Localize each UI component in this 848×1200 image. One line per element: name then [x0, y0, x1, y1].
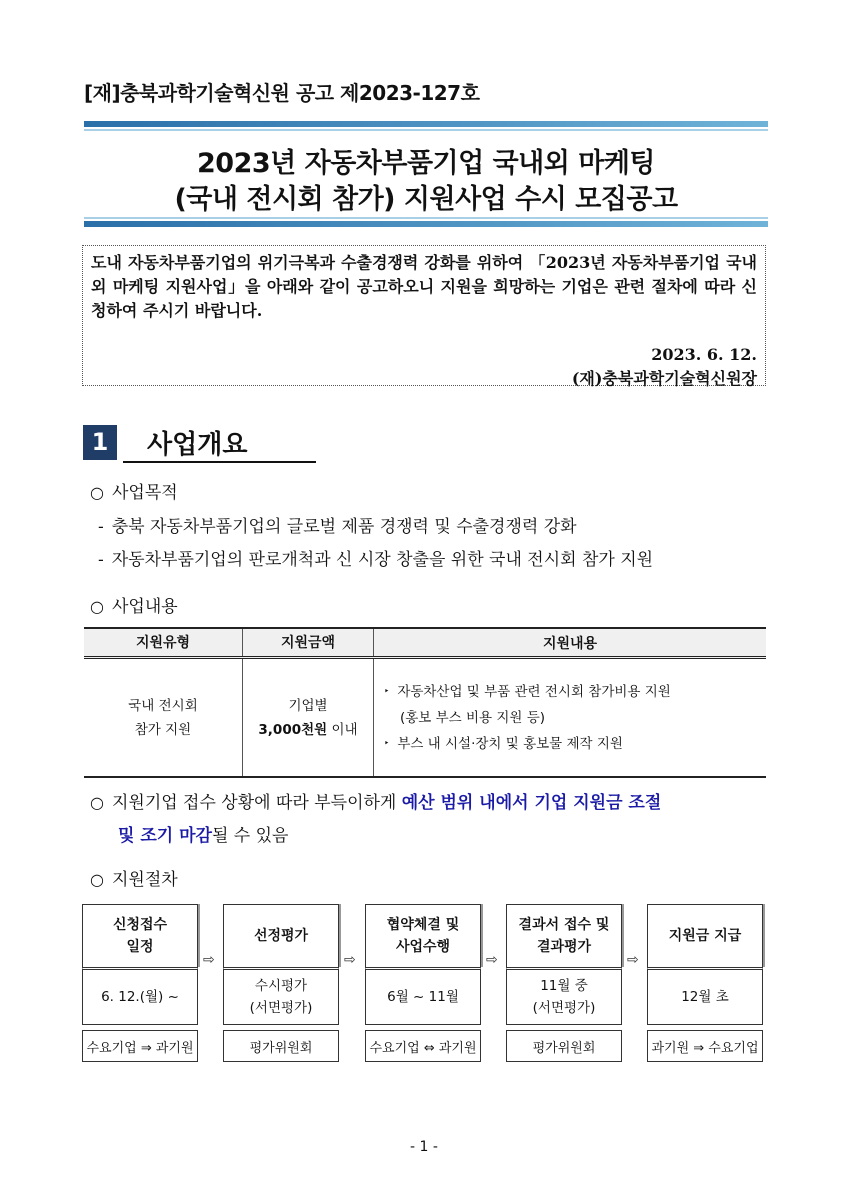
triangle-bullet-icon: ‣ — [384, 738, 390, 749]
step-schedule: 11월 중 (서면평가) — [506, 967, 622, 1025]
intro-date: 2023. 6. 12. — [651, 345, 757, 364]
table-header-detail: 지원내용 — [374, 628, 767, 658]
step-schedule: 12월 초 — [647, 967, 763, 1025]
table-header-type: 지원유형 — [84, 628, 243, 658]
step-schedule: 6월 ~ 11월 — [365, 967, 481, 1025]
flow-arrow-icon: ⇨ — [627, 952, 639, 968]
circle-bullet-icon: ○ — [90, 870, 104, 889]
section-underline — [123, 461, 316, 463]
step-title: 협약체결 및 사업수행 — [365, 904, 481, 967]
title-top-bar — [84, 121, 768, 127]
purpose-item-2: - 자동차부품기업의 판로개척과 신 시장 창출을 위한 국내 전시회 참가 지원 — [98, 550, 654, 570]
step-schedule: 6. 12.(월) ~ — [82, 967, 198, 1025]
flow-arrow-icon: ⇨ — [203, 952, 215, 968]
step-title: 선정평가 — [223, 904, 339, 967]
step-party: 수요기업 ⇔ 과기원 — [365, 1030, 481, 1062]
step-title: 지원금 지급 — [647, 904, 763, 967]
title-top-thin-bar — [84, 129, 768, 131]
notice-highlight: 예산 범위 내에서 기업 지원금 조절 — [401, 793, 662, 813]
step-title: 결과서 접수 및 결과평가 — [506, 904, 622, 967]
cell-support-amount: 기업별 3,000천원 이내 — [243, 658, 374, 778]
circle-bullet-icon: ○ — [90, 597, 104, 616]
budget-notice: ○ 지원기업 접수 상황에 따라 부득이하게 예산 범위 내에서 기업 지원금 조절 및 조기 마감될 수 있음 — [90, 793, 662, 846]
intro-signatory: (재)충북과학기술혁신원장 — [571, 369, 757, 388]
flow-arrow-icon: ⇨ — [486, 952, 498, 968]
page-number: - 1 - — [410, 1139, 438, 1155]
support-table — [84, 627, 766, 778]
purpose-heading: ○ 사업목적 — [90, 483, 178, 503]
procedure-heading: ○ 지원절차 — [90, 870, 178, 890]
notice-highlight: 및 조기 마감 — [118, 826, 212, 846]
title-bottom-bar — [84, 221, 768, 227]
step-party: 평가위원회 — [223, 1030, 339, 1062]
step-title: 신청접수 일정 — [82, 904, 198, 967]
table-header-row — [84, 628, 766, 658]
section-number: 1 — [83, 425, 117, 460]
triangle-bullet-icon: ‣ — [384, 686, 390, 697]
step-party: 과기원 ⇒ 수요기업 — [647, 1030, 763, 1062]
step-party: 수요기업 ⇒ 과기원 — [82, 1030, 198, 1062]
circle-bullet-icon: ○ — [90, 793, 104, 812]
content-heading: ○ 사업내용 — [90, 597, 178, 617]
flow-arrow-icon: ⇨ — [344, 952, 356, 968]
step-party: 평가위원회 — [506, 1030, 622, 1062]
dash-bullet-icon: - — [98, 550, 104, 570]
title-bottom-thin-bar — [84, 217, 768, 219]
cell-support-detail: ‣ 자동차산업 및 부품 관련 전시회 참가비용 지원 (홍보 부스 비용 지원 등) ‣ 부스 내 시설·장치 및 홍보물 제작 지원 — [374, 658, 767, 778]
purpose-item-1: - 충북 자동차부품기업의 글로벌 제품 경쟁력 및 수출경쟁력 강화 — [98, 517, 577, 537]
table-header-amount: 지원금액 — [243, 628, 374, 658]
cell-support-type: 국내 전시회 참가 지원 — [84, 658, 243, 778]
dash-bullet-icon: - — [98, 517, 104, 537]
step-schedule: 수시평가 (서면평가) — [223, 967, 339, 1025]
notice-number: [재]충북과학기술혁신원 공고 제2023-127호 — [84, 81, 480, 105]
section-title: 사업개요 — [147, 430, 248, 460]
table-row — [84, 658, 766, 778]
circle-bullet-icon: ○ — [90, 483, 104, 502]
intro-text: 도내 자동차부품기업의 위기극복과 수출경쟁력 강화를 위하여 「2023년 자동차부품기업 국내외 마케팅 지원사업」을 아래와 같이 공고하오니 지원을 희망하는 기업은 관련 절차에 따라 신청하여 주시기 바랍니다. — [91, 253, 757, 320]
intro-box — [82, 245, 766, 386]
document-title-line1: 2023년 자동차부품기업 국내외 마케팅 — [197, 148, 655, 179]
document-title-line2: (국내 전시회 참가) 지원사업 수시 모집공고 — [174, 184, 678, 215]
